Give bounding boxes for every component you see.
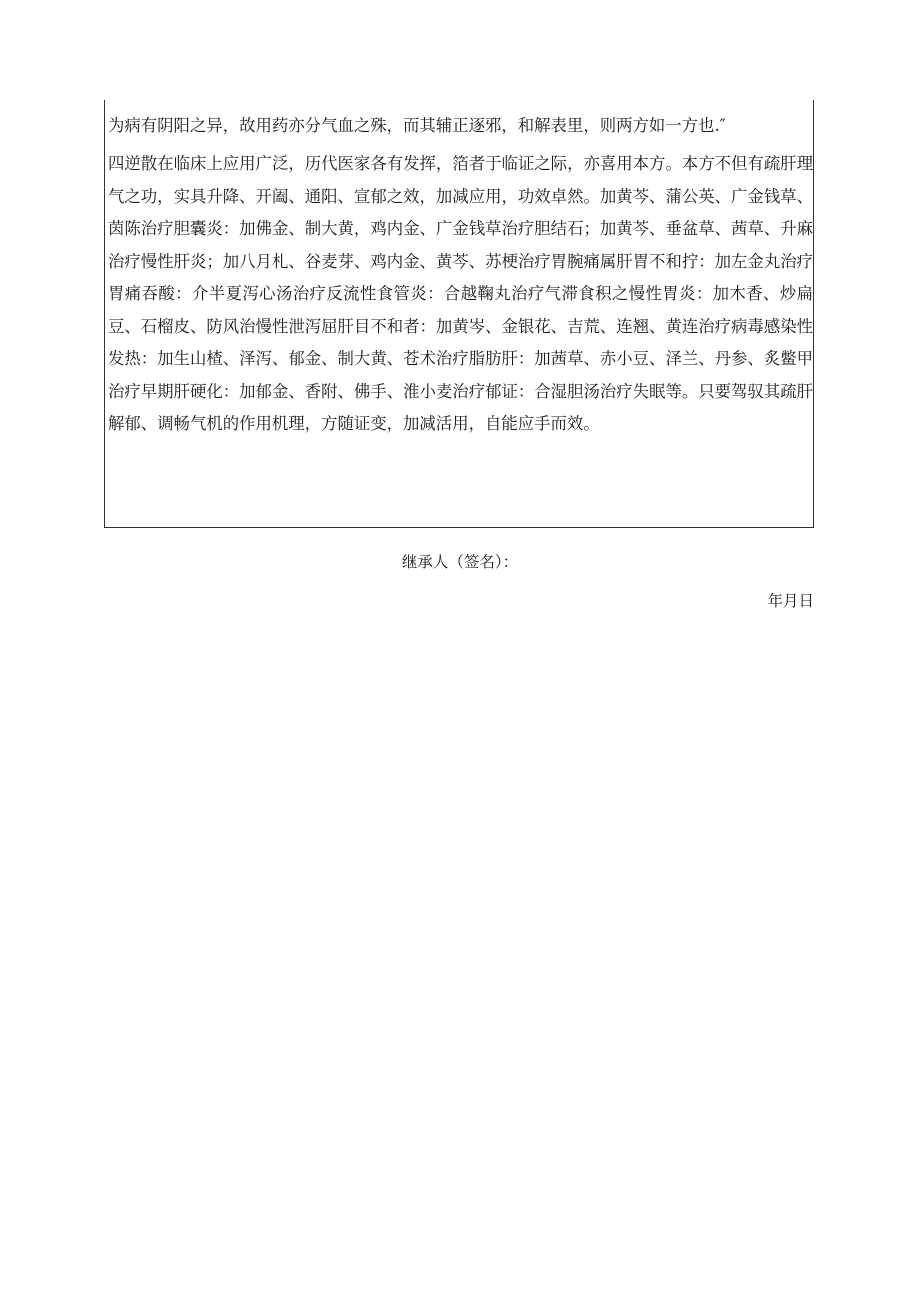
paragraph-closing-quote: 为病有阴阳之异，故用药亦分气血之殊，而其辅正逐邪，和解表里，则两方如一方也.″ xyxy=(108,116,726,135)
text-box xyxy=(104,100,814,528)
paragraph-clinical-application: 四逆散在临床上应用广泛，历代医家各有发挥，箔者于临证之际，亦喜用本方。本方不但有疏肝理气之功，实具升降、开阖、通阳、宣郁之效，加减应用，功效卓然。加黄芩、蒲公英、广金钱草、茵陈治疗胆囊炎：加佛金、制大黄，鸡内金、广金钱草治疗胆结石；加黄芩、垂盆草、茜草、升麻治疗慢性肝炎；加八月札、谷麦芽、鸡内金、黄芩、苏梗治疗胃腕痛属肝胃不和拧：加左金丸治疗胃痛吞酸：介半夏泻心汤治疗反流性食管炎：合越鞠丸治疗气滞食积之慢性胃炎：加木香、炒扁豆、石榴皮、防风治慢性泄泻屈肝目不和者：加黄岑、金银花、吉荒、连翘、黄连治疗病毒感染性发热：加生山楂、泽泻、郁金、制大黄、苍术治疗脂肪肝：加茜草、赤小豆、泽兰、丹参、炙鳖甲治疗早期肝硬化：加郁金、香附、佛手、淮小麦治疗郁证：合湿胆汤治疗失眠等。只要驾驭其疏肝解郁、调畅气机的作用机理，方随证变，加减活用，自能应手而效。 xyxy=(108,154,813,433)
signature-line: 继承人（签名）： xyxy=(401,553,519,571)
date-line: 年月日 xyxy=(767,592,814,610)
